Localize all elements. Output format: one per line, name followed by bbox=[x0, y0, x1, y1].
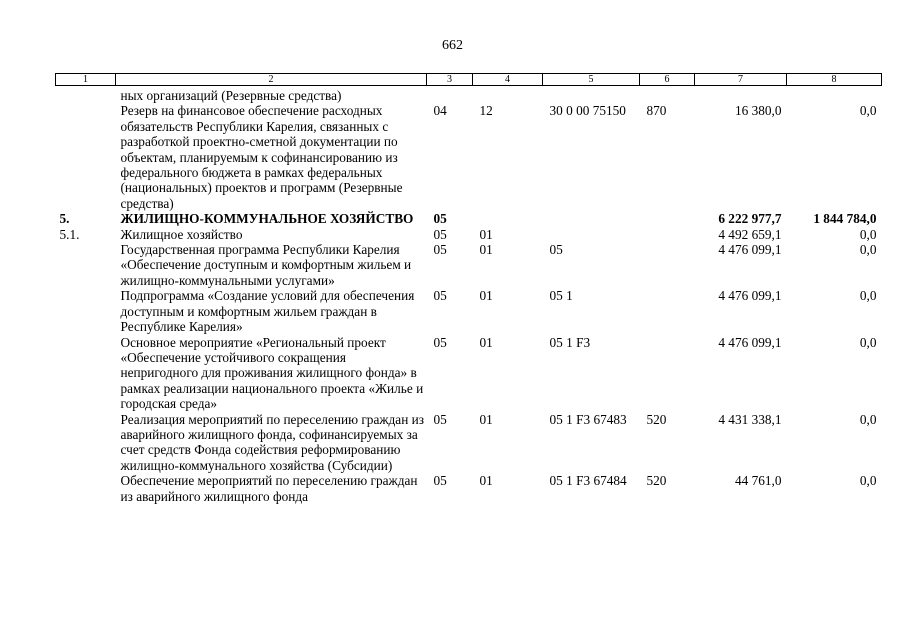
row-number bbox=[56, 473, 116, 504]
row-number bbox=[56, 288, 116, 334]
amount-current: 6 222 977,7 bbox=[718, 211, 782, 227]
amount-current: 44 761,0 bbox=[734, 473, 782, 489]
page-number: 662 bbox=[442, 38, 463, 53]
amount-current: 4 476 099,1 bbox=[718, 288, 782, 304]
row-name: Реализация мероприятий по переселению граждан из аварийного жилищного фонда, софинансируемых за счет средств Фонда содействия реформированию жилищно-коммунального хозяйства (Субсидии) bbox=[120, 411, 425, 473]
expense-type-code bbox=[640, 288, 695, 334]
row-name: Основное мероприятие «Региональный проект «Обеспечение устойчивого сокращения непригодного для проживания жилищного фонда» в рамках реализации национального проекта «Жилье и городская среда» bbox=[120, 334, 424, 412]
expense-type-code bbox=[640, 227, 695, 242]
table-row bbox=[56, 227, 882, 242]
row-name: ных организаций (Резервные средства) bbox=[120, 88, 342, 103]
column-header: 1 bbox=[56, 74, 116, 86]
column-header: 5 bbox=[543, 74, 640, 86]
amount-current: 16 380,0 bbox=[734, 103, 782, 119]
table-row bbox=[56, 211, 882, 226]
target-article-code: 05 1 bbox=[549, 288, 573, 304]
target-article-code: 05 1 F3 bbox=[549, 334, 591, 350]
expense-type-code bbox=[640, 335, 695, 412]
column-header: 7 bbox=[695, 74, 787, 86]
section-code: 05 bbox=[433, 242, 447, 258]
table-row bbox=[56, 335, 882, 412]
subsection-code bbox=[473, 86, 543, 104]
row-number bbox=[56, 412, 116, 474]
column-header-row bbox=[56, 74, 882, 86]
row-number bbox=[56, 242, 116, 288]
target-article-code: 30 0 00 75150 bbox=[549, 103, 626, 119]
target-article-code bbox=[543, 86, 640, 104]
section-code bbox=[427, 86, 473, 104]
subsection-code: 01 bbox=[479, 334, 493, 350]
amount-next: 0,0 bbox=[859, 288, 877, 304]
amount-next: 0,0 bbox=[859, 226, 877, 242]
amount-next: 0,0 bbox=[859, 411, 877, 427]
table-row bbox=[56, 412, 882, 474]
amount-next: 0,0 bbox=[859, 334, 877, 350]
subsection-code: 01 bbox=[479, 473, 493, 489]
section-code: 05 bbox=[433, 211, 447, 227]
section-code: 05 bbox=[433, 411, 447, 427]
row-number bbox=[56, 86, 116, 104]
target-article-code: 05 1 F3 67483 bbox=[549, 411, 627, 427]
amount-current: 4 492 659,1 bbox=[718, 226, 782, 242]
section-code: 05 bbox=[433, 473, 447, 489]
expense-type-code: 870 bbox=[646, 103, 667, 119]
amount-next: 0,0 bbox=[859, 103, 877, 119]
expense-type-code: 520 bbox=[646, 473, 667, 489]
budget-table bbox=[55, 73, 882, 504]
expense-type-code bbox=[640, 211, 695, 226]
expense-type-code bbox=[640, 242, 695, 288]
target-article-code: 05 bbox=[549, 242, 563, 258]
row-name: Обеспечение мероприятий по переселению граждан из аварийного жилищного фонда bbox=[120, 473, 418, 504]
row-number: 5.1. bbox=[59, 226, 80, 242]
table-row bbox=[56, 473, 882, 504]
subsection-code: 01 bbox=[479, 226, 493, 242]
target-article-code bbox=[543, 211, 640, 226]
expense-type-code: 520 bbox=[646, 411, 667, 427]
amount-next: 1 844 784,0 bbox=[813, 211, 877, 227]
table-body bbox=[56, 86, 882, 504]
section-code: 04 bbox=[433, 103, 447, 119]
subsection-code bbox=[473, 211, 543, 226]
row-number: 5. bbox=[59, 211, 70, 227]
column-header: 6 bbox=[640, 74, 695, 86]
row-number bbox=[56, 103, 116, 211]
amount-current: 4 431 338,1 bbox=[718, 411, 782, 427]
subsection-code: 01 bbox=[479, 411, 493, 427]
row-name: Резерв на финансовое обеспечение расходных обязательств Республики Карелия, связанных с разработкой проектно-сметной документации по объектам, планируемым к софинансированию из федерального бюджета в рамках федеральных (национальных) проектов и программ (Резервные средства) bbox=[120, 103, 403, 211]
column-header: 3 bbox=[427, 74, 473, 86]
column-header: 8 bbox=[787, 74, 882, 86]
table-row bbox=[56, 242, 882, 288]
amount-next: 0,0 bbox=[859, 242, 877, 258]
row-name: Жилищное хозяйство bbox=[120, 226, 243, 242]
row-number bbox=[56, 335, 116, 412]
amount-next bbox=[787, 86, 882, 104]
section-code: 05 bbox=[433, 226, 447, 242]
amount-current bbox=[695, 86, 787, 104]
section-code: 05 bbox=[433, 288, 447, 304]
table-row bbox=[56, 103, 882, 211]
target-article-code bbox=[543, 227, 640, 242]
subsection-code: 01 bbox=[479, 242, 493, 258]
amount-next: 0,0 bbox=[859, 473, 877, 489]
table-row bbox=[56, 86, 882, 104]
row-name: Государственная программа Республики Карелия «Обеспечение доступным и комфортным жильем и жилищно-коммунальными услугами» bbox=[120, 242, 412, 288]
row-name: ЖИЛИЩНО-КОММУНАЛЬНОЕ ХОЗЯЙСТВО bbox=[120, 211, 414, 227]
amount-current: 4 476 099,1 bbox=[718, 242, 782, 258]
column-header: 2 bbox=[116, 74, 427, 86]
table-row bbox=[56, 288, 882, 334]
amount-current: 4 476 099,1 bbox=[718, 334, 782, 350]
column-header: 4 bbox=[473, 74, 543, 86]
subsection-code: 12 bbox=[479, 103, 493, 119]
subsection-code: 01 bbox=[479, 288, 493, 304]
target-article-code: 05 1 F3 67484 bbox=[549, 473, 627, 489]
section-code: 05 bbox=[433, 334, 447, 350]
expense-type-code bbox=[640, 86, 695, 104]
row-name: Подпрограмма «Создание условий для обеспечения доступным и комфортным жильем граждан в Республике Карелия» bbox=[120, 288, 415, 335]
